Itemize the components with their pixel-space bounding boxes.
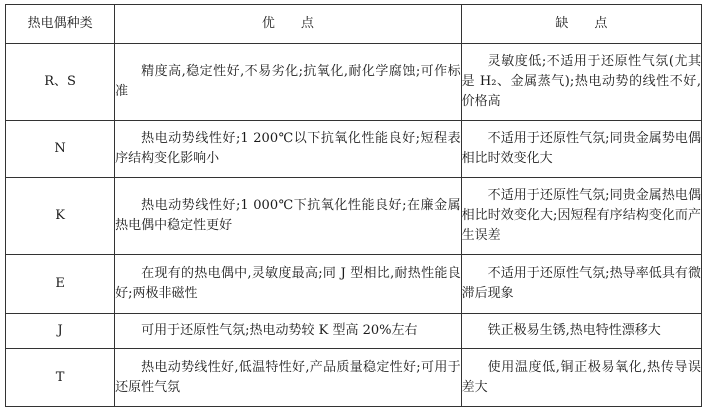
table-row bbox=[6, 349, 702, 407]
table-row bbox=[6, 120, 702, 178]
type-cell: E bbox=[6, 254, 115, 313]
advantages-cell bbox=[115, 120, 461, 178]
advantages-text: 热电动势线性好,低温特性好,产品质量稳定性好;可用于还原性气氛 bbox=[115, 359, 461, 395]
header-thermocouple-type: 热电偶种类 bbox=[6, 5, 115, 44]
disadvantages-cell bbox=[461, 313, 701, 348]
disadvantages-text: 不适用于还原性气氛;热导率低具有微滞后现象 bbox=[461, 265, 701, 301]
advantages-text: 在现有的热电偶中,灵敏度最高;同 J 型相比,耐热性能良好;两极非磁性 bbox=[115, 265, 461, 301]
table-row bbox=[6, 254, 702, 313]
advantages-cell bbox=[115, 349, 461, 407]
thermocouple-comparison-table bbox=[5, 4, 702, 407]
table-row bbox=[6, 178, 702, 255]
type-cell: K bbox=[6, 178, 115, 255]
disadvantages-text: 不适用于还原性气氛;同贵金属热电偶相比时效变化大;因短程有序结构变化而产生误差 bbox=[461, 188, 701, 244]
advantages-cell bbox=[115, 313, 461, 348]
advantages-cell bbox=[115, 254, 461, 313]
table-header-row bbox=[6, 5, 702, 44]
advantages-cell bbox=[115, 44, 461, 121]
disadvantages-text: 不适用于还原性气氛;同贵金属势电偶相比时效变化大 bbox=[461, 130, 701, 166]
disadvantages-text: 灵敏度低;不适用于还原性气氛(尤其是 H₂、金属蒸气);热电动势的线性不好,价格高 bbox=[461, 53, 701, 109]
header-advantages: 优 点 bbox=[115, 5, 461, 44]
advantages-text: 热电动势线性好;1 200℃以下抗氧化性能良好;短程表序结构变化影响小 bbox=[115, 130, 461, 166]
header-disadvantages: 缺 点 bbox=[461, 5, 701, 44]
disadvantages-cell bbox=[461, 178, 701, 255]
disadvantages-text: 使用温度低,铜正极易氧化,热传导误差大 bbox=[461, 359, 701, 395]
advantages-cell bbox=[115, 178, 461, 255]
advantages-text: 可用于还原性气氛;热电动势较 K 型高 20%左右 bbox=[141, 322, 418, 338]
type-cell: J bbox=[6, 313, 115, 348]
disadvantages-text: 铁正极易生锈,热电特性漂移大 bbox=[487, 322, 661, 338]
advantages-text: 精度高,稳定性好,不易劣化;抗氧化,耐化学腐蚀;可作标准 bbox=[115, 63, 461, 99]
type-cell: R、S bbox=[6, 44, 115, 121]
type-cell: T bbox=[6, 349, 115, 407]
advantages-text: 热电动势线性好;1 000℃下抗氧化性能良好;在廉金属热电偶中稳定性更好 bbox=[115, 198, 461, 234]
type-cell: N bbox=[6, 120, 115, 178]
disadvantages-cell bbox=[461, 120, 701, 178]
disadvantages-cell bbox=[461, 254, 701, 313]
table-row bbox=[6, 313, 702, 348]
table-row bbox=[6, 44, 702, 121]
disadvantages-cell bbox=[461, 349, 701, 407]
disadvantages-cell bbox=[461, 44, 701, 121]
